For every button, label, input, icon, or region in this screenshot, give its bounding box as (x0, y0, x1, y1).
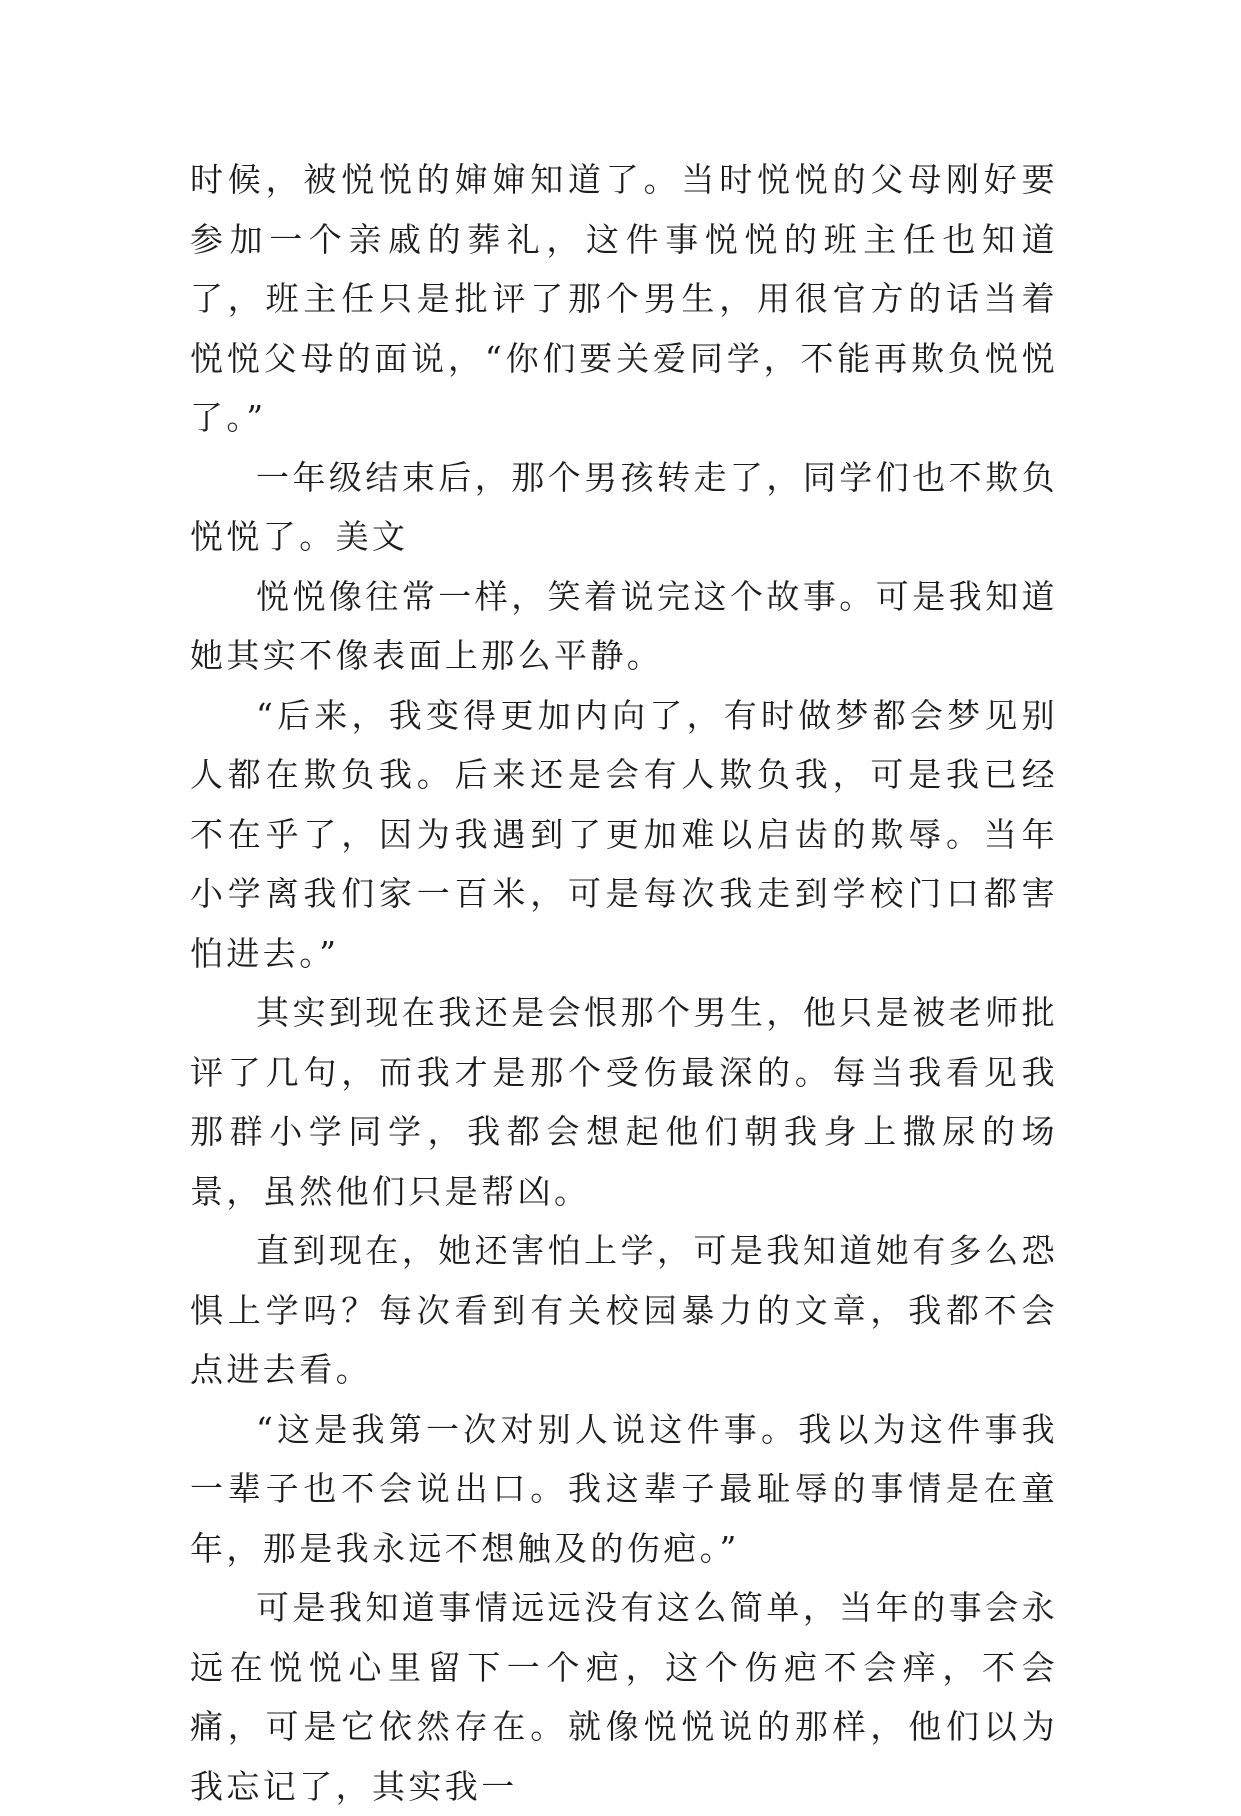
paragraph-8: 可是我知道事情远远没有这么简单，当年的事会永远在悦悦心里留下一个疤，这个伤疤不会痒，不会痛，可是它依然存在。就像悦悦说的那样，他们以为我忘记了，其实我一 (190, 1588, 1058, 1806)
document-body (190, 150, 1058, 1816)
paragraph-7: “这是我第一次对别人说这件事。我以为这件事我一辈子也不会说出口。我这辈子最耻辱的事情是在童年，那是我永远不想触及的伤疤。” (190, 1409, 1058, 1568)
paragraph-4: “后来，我变得更加内向了，有时做梦都会梦见别人都在欺负我。后来还是会有人欺负我，可是我已经不在乎了，因为我遇到了更加难以启齿的欺辱。当年小学离我们家一百米，可是每次我走到学校门口都害怕进去。” (190, 695, 1058, 973)
paragraph-3: 悦悦像往常一样，笑着说完这个故事。可是我知道她其实不像表面上那么平静。 (190, 576, 1058, 675)
paragraph-6: 直到现在，她还害怕上学，可是我知道她有多么恐惧上学吗？每次看到有关校园暴力的文章，我都不会点进去看。 (190, 1231, 1058, 1389)
paragraph-2: 一年级结束后，那个男孩转走了，同学们也不欺负悦悦了。美文 (190, 457, 1058, 556)
paragraph-5: 其实到现在我还是会恨那个男生，他只是被老师批评了几句，而我才是那个受伤最深的。每当我看见我那群小学同学，我都会想起他们朝我身上撒尿的场景，虽然他们只是帮凶。 (190, 993, 1058, 1211)
paragraph-1: 时候，被悦悦的婶婶知道了。当时悦悦的父母刚好要参加一个亲戚的葬礼，这件事悦悦的班主任也知道了，班主任只是批评了那个男生，用很官方的话当着悦悦父母的面说，“你们要关爱同学，不能再欺负悦悦了。” (190, 160, 1058, 437)
